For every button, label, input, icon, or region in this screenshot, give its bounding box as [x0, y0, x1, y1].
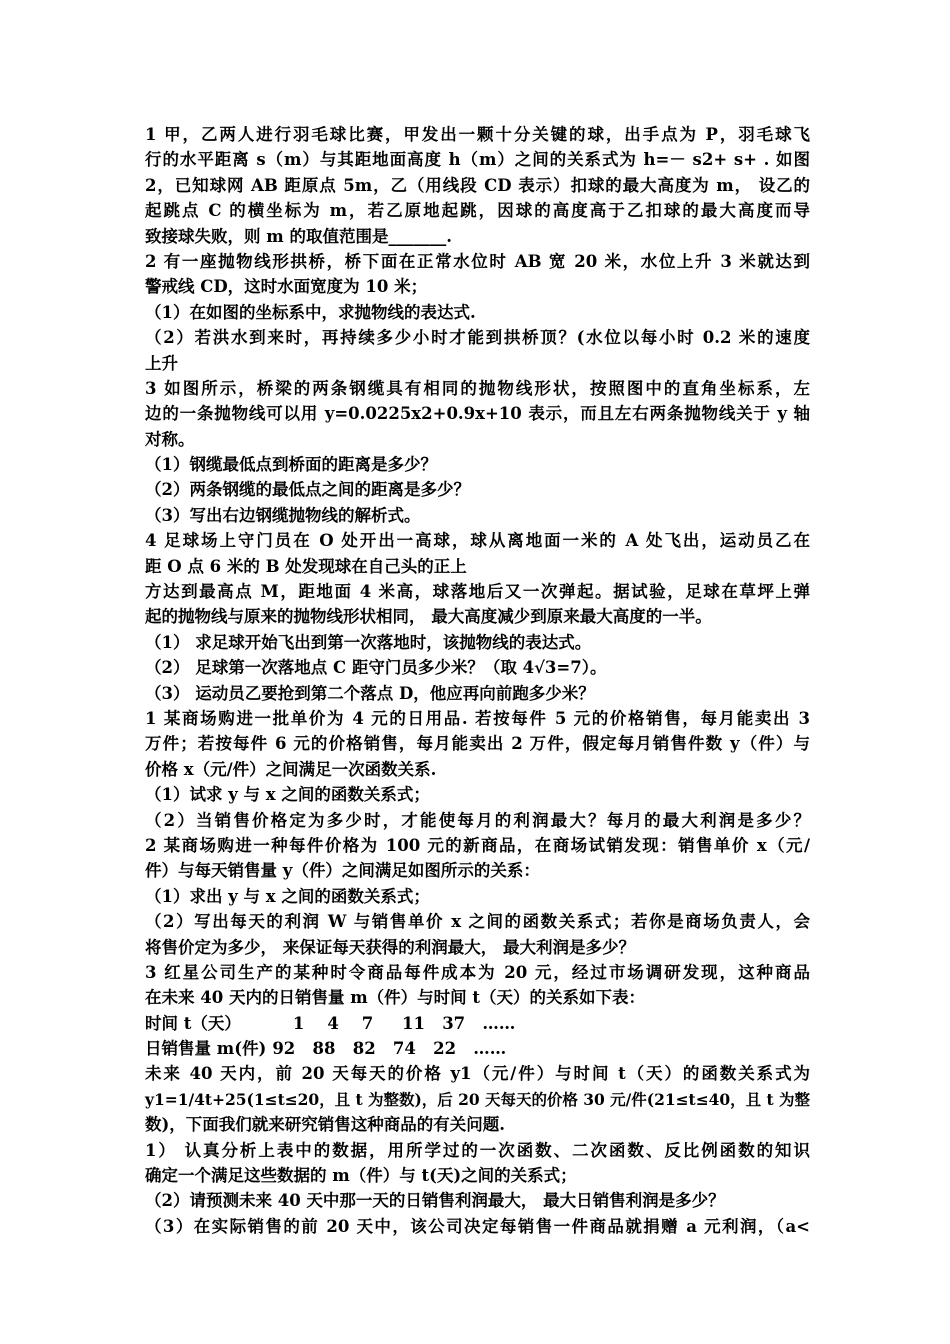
- text-line: 4 足球场上守门员在 O 处开出一高球，球从离地面一米的 A 处飞出，运动员乙在: [145, 531, 810, 551]
- text-line: 3 红星公司生产的某种时令商品每件成本为 20 元，经过市场调研发现，这种商品: [145, 962, 810, 982]
- text-line: 起的抛物线与原来的抛物线形状相同， 最大高度减少到原来最大高度的一半。: [145, 607, 712, 627]
- text-line: 上升: [145, 353, 178, 373]
- text-line: y1=1/4t+25(1≤t≤20，且 t 为整数)，后 20 天每天的价格 30 元/件(21≤t≤40，且 t 为整: [145, 1089, 810, 1109]
- text-line: （3） 运动员乙要抢到第二个落点 D，他应再向前跑多少米？: [145, 683, 595, 703]
- text-line: 边的一条抛物线可以用 y=0.0225x2+0.9x+10 表示，而且左右两条抛物线关于 y 轴: [145, 404, 810, 424]
- table-values-time: 1 4 7 11 37 ……: [292, 1013, 516, 1033]
- text-line: 起跳点 C 的横坐标为 m，若乙原地起跳，因球的高度高于乙扣球的最大高度而导: [145, 201, 810, 221]
- text-line: 方达到最高点 M，距地面 4 米高，球落地后又一次弹起。据试验，足球在草坪上弹: [145, 582, 810, 602]
- text-line: （1）钢缆最低点到桥面的距离是多少？: [145, 455, 437, 475]
- text-line: 将售价定为多少， 来保证每天获得的利润最大， 最大利润是多少？: [145, 937, 635, 957]
- text-block-problems: [145, 122, 810, 1011]
- text-line: （1）试求 y 与 x 之间的函数关系式；: [145, 785, 430, 805]
- text-line: 2，已知球网 AB 距原点 5m，乙（用线段 CD 表示）扣球的最大高度为 m， 设乙的: [145, 175, 810, 195]
- text-line: 2 某商场购进一种每件价格为 100 元的新商品，在商场试销发现：销售单价 x（元/: [145, 835, 810, 855]
- text-line: 价格 x（元/件）之间满足一次函数关系.: [145, 759, 437, 779]
- text-line: （2）请预测未来 40 天中那一天的日销售利润最大， 最大日销售利润是多少？: [145, 1191, 725, 1211]
- text-line: 在未来 40 天内的日销售量 m（件）与时间 t（天）的关系如下表：: [145, 988, 646, 1008]
- text-line: 数)，下面我们就来研究销售这种商品的有关问题.: [145, 1115, 506, 1135]
- text-line: （2）两条钢缆的最低点之间的距离是多少？: [145, 480, 470, 500]
- table-label-time: 时间 t（天）: [145, 1013, 241, 1033]
- text-line: 1 某商场购进一批单价为 4 元的日用品. 若按每件 5 元的价格销售，每月能卖出 3: [145, 708, 810, 728]
- text-line: 2 有一座抛物线形拱桥，桥下面在正常水位时 AB 宽 20 米，水位上升 3 米就达到: [145, 251, 810, 271]
- text-line: （1） 求足球开始飞出到第一次落地时，该抛物线的表达式。: [145, 632, 592, 652]
- text-line: 确定一个满足这些数据的 m（件）与 t(天)之间的关系式；: [145, 1166, 577, 1186]
- table-values-sales: 92 88 82 74 22 ……: [272, 1039, 507, 1059]
- text-line: 行的水平距离 s（m）与其距地面高度 h（m）之间的关系式为 h=－ s2+ s+ . 如图: [145, 150, 810, 170]
- text-line: 万件；若按每件 6 元的价格销售，每月能卖出 2 万件，假定每月销售件数 y（件）与: [145, 734, 810, 754]
- text-line: 对称。: [145, 429, 195, 449]
- text-block-continuation: [145, 1061, 810, 1239]
- text-line: 距 O 点 6 米的 B 处发现球在自己头的正上: [145, 556, 467, 576]
- text-line: （1）求出 y 与 x 之间的函数关系式；: [145, 886, 430, 906]
- text-line: （2）写出每天的利润 W 与销售单价 x 之间的函数关系式；若你是商场负责人，会: [145, 912, 810, 932]
- table-label-sales: 日销售量 m(件): [145, 1039, 267, 1059]
- text-line: （3）在实际销售的前 20 天中，该公司决定每销售一件商品就捐赠 a 元利润，（a<: [145, 1216, 810, 1236]
- text-line: （2） 足球第一次落地点 C 距守门员多少米？（取 4√3=7）。: [145, 658, 607, 678]
- text-line: 未来 40 天内，前 20 天每天的价格 y1（元/件）与时间 t（天）的函数关系式为: [145, 1064, 810, 1084]
- table-row-time: [145, 1011, 810, 1036]
- document-body: [145, 122, 810, 1239]
- table-row-sales: [145, 1036, 810, 1061]
- text-line: 致接球失败，则 m 的取值范围是_______.: [145, 226, 452, 246]
- text-line: 3 如图所示，桥梁的两条钢缆具有相同的抛物线形状，按照图中的直角坐标系，左: [145, 378, 810, 398]
- text-line: 件）与每天销售量 y（件）之间满足如图所示的关系：: [145, 861, 540, 881]
- text-line: 警戒线 CD，这时水面宽度为 10 米；: [145, 277, 428, 297]
- text-line: （2）当销售价格定为多少时，才能使每月的利润最大？每月的最大利润是多少？: [145, 810, 810, 830]
- text-line: 1 甲，乙两人进行羽毛球比赛，甲发出一颗十分关键的球，出手点为 P，羽毛球飞: [145, 125, 810, 144]
- text-line: （1）在如图的坐标系中，求抛物线的表达式.: [145, 302, 476, 322]
- text-line: （3）写出右边钢缆抛物线的解析式。: [145, 505, 421, 525]
- text-line: 1） 认真分析上表中的数据，用所学过的一次函数、二次函数、反比例函数的知识: [145, 1140, 810, 1160]
- text-line: （2）若洪水到来时，再持续多少小时才能到拱桥顶？(水位以每小时 0.2 米的速度: [145, 328, 810, 348]
